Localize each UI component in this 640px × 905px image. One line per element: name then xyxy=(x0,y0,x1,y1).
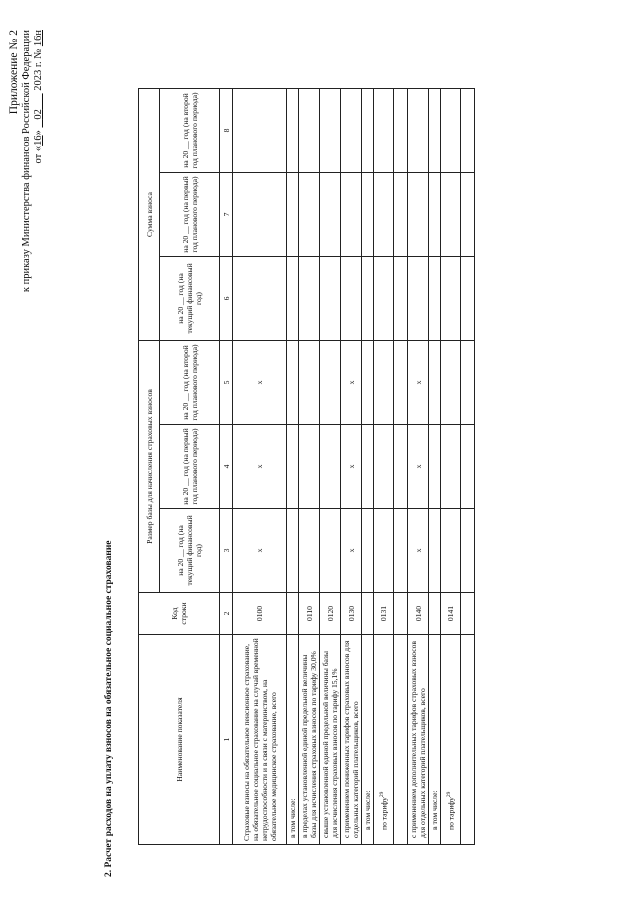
value-cell xyxy=(341,257,362,341)
table-row xyxy=(287,89,299,845)
value-cell xyxy=(429,173,441,257)
column-number: 2 xyxy=(220,593,233,635)
table-body xyxy=(233,89,475,845)
table-row xyxy=(461,89,475,845)
row-name xyxy=(408,635,429,845)
value-cell xyxy=(461,173,475,257)
value-cell xyxy=(461,425,475,509)
value-cell xyxy=(233,89,287,173)
row-code: 0140 xyxy=(408,593,429,635)
value-cell xyxy=(233,173,287,257)
value-cell xyxy=(362,425,374,509)
value-cell xyxy=(320,173,341,257)
value-cell xyxy=(441,509,461,593)
row-name-text: в том числе: xyxy=(430,790,439,830)
value-cell xyxy=(320,89,341,173)
column-number-row xyxy=(220,89,233,845)
header-code: Код строки xyxy=(139,593,220,635)
table-row xyxy=(394,89,408,845)
value-cell: х xyxy=(341,425,362,509)
value-cell xyxy=(394,425,408,509)
row-name xyxy=(362,635,374,845)
value-cell xyxy=(299,257,320,341)
value-cell xyxy=(299,89,320,173)
value-cell xyxy=(362,89,374,173)
value-cell xyxy=(299,425,320,509)
header-base-current: на 20 __ год (на текущий финансовый год) xyxy=(160,509,220,593)
value-cell xyxy=(441,341,461,425)
row-name xyxy=(299,635,320,845)
order-number: 16н xyxy=(33,30,44,47)
value-cell xyxy=(287,173,299,257)
header-sum-current: на 20 __ год (на текущий финансовый год) xyxy=(160,257,220,341)
footnote-ref: 29 xyxy=(379,791,386,798)
column-number: 8 xyxy=(220,89,233,173)
row-name-text: с применением пониженных тарифов страховых взносов для отдельных категорий плательщиков, всего xyxy=(342,640,360,838)
row-code: 0120 xyxy=(320,593,341,635)
row-name xyxy=(461,635,475,845)
table-row xyxy=(441,89,461,845)
header-name: Наименование показателя xyxy=(139,635,220,845)
row-name xyxy=(233,635,287,845)
value-cell xyxy=(299,509,320,593)
value-cell: х xyxy=(341,509,362,593)
row-name xyxy=(341,635,362,845)
value-cell xyxy=(362,341,374,425)
value-cell xyxy=(408,173,429,257)
value-cell xyxy=(461,89,475,173)
row-name-text: по тарифу xyxy=(446,797,456,830)
value-cell xyxy=(429,509,441,593)
row-code: 0110 xyxy=(299,593,320,635)
value-cell xyxy=(441,89,461,173)
row-name xyxy=(374,635,394,845)
value-cell xyxy=(287,257,299,341)
value-cell xyxy=(408,89,429,173)
row-code: 0141 xyxy=(441,593,461,635)
column-number: 6 xyxy=(220,257,233,341)
value-cell xyxy=(374,257,394,341)
header-base-group: Размер базы для начисления страховых взносов xyxy=(139,341,160,593)
table-row xyxy=(362,89,374,845)
value-cell xyxy=(287,89,299,173)
value-cell xyxy=(299,341,320,425)
value-cell xyxy=(374,341,394,425)
row-name xyxy=(287,635,299,845)
value-cell xyxy=(287,509,299,593)
table-row xyxy=(429,89,441,845)
value-cell: х xyxy=(233,425,287,509)
value-cell xyxy=(374,89,394,173)
value-cell xyxy=(362,173,374,257)
row-name-text: по тарифу xyxy=(379,797,389,830)
column-number: 3 xyxy=(220,509,233,593)
row-name-text: Страховые взносы на обязательное пенсионное страхование, на обязательное социальное страхование на случай временной нетрудоспособности и в связи с материнством, на обязательное медицинское страхование, всего xyxy=(241,638,278,841)
document-header xyxy=(8,30,46,292)
value-cell xyxy=(287,341,299,425)
order-month: 02 xyxy=(33,109,44,120)
value-cell xyxy=(394,89,408,173)
value-cell xyxy=(394,341,408,425)
value-cell: х xyxy=(408,341,429,425)
value-cell xyxy=(441,257,461,341)
value-cell xyxy=(441,425,461,509)
table-row xyxy=(374,89,394,845)
value-cell: х xyxy=(408,425,429,509)
order-day: 16 xyxy=(33,135,44,146)
value-cell xyxy=(429,425,441,509)
row-code: 0100 xyxy=(233,593,287,635)
row-code: 0130 xyxy=(341,593,362,635)
value-cell xyxy=(461,509,475,593)
value-cell xyxy=(374,509,394,593)
row-name-text: свыше установленной единой предельной величины базы для исчисления страховых взносов по тарифу 15,1% xyxy=(321,650,339,838)
table-row xyxy=(299,89,320,845)
value-cell xyxy=(320,257,341,341)
insurance-table xyxy=(138,88,475,845)
row-name xyxy=(429,635,441,845)
value-cell xyxy=(429,341,441,425)
value-cell xyxy=(233,257,287,341)
value-cell xyxy=(441,173,461,257)
header-sum-group: Сумма взноса xyxy=(139,89,160,341)
header-base-first: на 20 __ год (на первый год планового периода) xyxy=(160,425,220,509)
value-cell xyxy=(287,425,299,509)
header-sum-first: на 20 __ год (на первый год планового периода) xyxy=(160,173,220,257)
row-name-text: в том числе: xyxy=(288,798,297,838)
value-cell xyxy=(374,425,394,509)
table-row xyxy=(320,89,341,845)
value-cell xyxy=(374,173,394,257)
value-cell: х xyxy=(233,509,287,593)
value-cell xyxy=(320,341,341,425)
value-cell xyxy=(362,257,374,341)
value-cell xyxy=(461,341,475,425)
table-row xyxy=(341,89,362,845)
value-cell xyxy=(429,89,441,173)
row-code xyxy=(394,593,408,635)
order-reference: к приказу Министерства финансов Российской Федерации xyxy=(20,30,32,293)
column-number: 7 xyxy=(220,173,233,257)
column-number: 4 xyxy=(220,425,233,509)
value-cell xyxy=(341,89,362,173)
row-name-text: в том числе: xyxy=(363,790,372,830)
row-code: 0131 xyxy=(374,593,394,635)
row-code xyxy=(461,593,475,635)
appendix-label: Приложение № 2 xyxy=(8,30,20,115)
value-cell: х xyxy=(341,341,362,425)
column-number: 1 xyxy=(220,635,233,845)
value-cell xyxy=(362,509,374,593)
table-row xyxy=(408,89,429,845)
row-name xyxy=(320,635,341,845)
value-cell xyxy=(299,173,320,257)
value-cell xyxy=(394,257,408,341)
row-name xyxy=(441,635,461,845)
row-code xyxy=(362,593,374,635)
value-cell: х xyxy=(408,509,429,593)
value-cell xyxy=(394,173,408,257)
value-cell xyxy=(394,509,408,593)
row-name xyxy=(394,635,408,845)
value-cell xyxy=(408,257,429,341)
value-cell xyxy=(320,425,341,509)
value-cell xyxy=(461,257,475,341)
value-cell: х xyxy=(233,341,287,425)
header-sum-second: на 20 __ год (на второй год планового периода) xyxy=(160,89,220,173)
header-base-second: на 20 __ год (на второй год планового периода) xyxy=(160,341,220,425)
order-date: от «16» 02 2023 г. № 16н xyxy=(33,30,44,164)
row-name-text: в пределах установленной единой предельной величины базы для исчисления страховых взносов по тарифу 30,0% xyxy=(300,651,318,838)
section-title: 2. Расчет расходов на уплату взносов на обязательное социальное страхование xyxy=(104,540,114,877)
value-cell xyxy=(320,509,341,593)
row-name-text: с применением дополнительных тарифов страховых взносов для отдельных категорий плательщиков, всего xyxy=(409,640,427,838)
footnote-ref: 29 xyxy=(446,791,453,798)
row-code xyxy=(429,593,441,635)
row-code xyxy=(287,593,299,635)
table-row xyxy=(233,89,287,845)
value-cell xyxy=(429,257,441,341)
value-cell xyxy=(341,173,362,257)
column-number: 5 xyxy=(220,341,233,425)
